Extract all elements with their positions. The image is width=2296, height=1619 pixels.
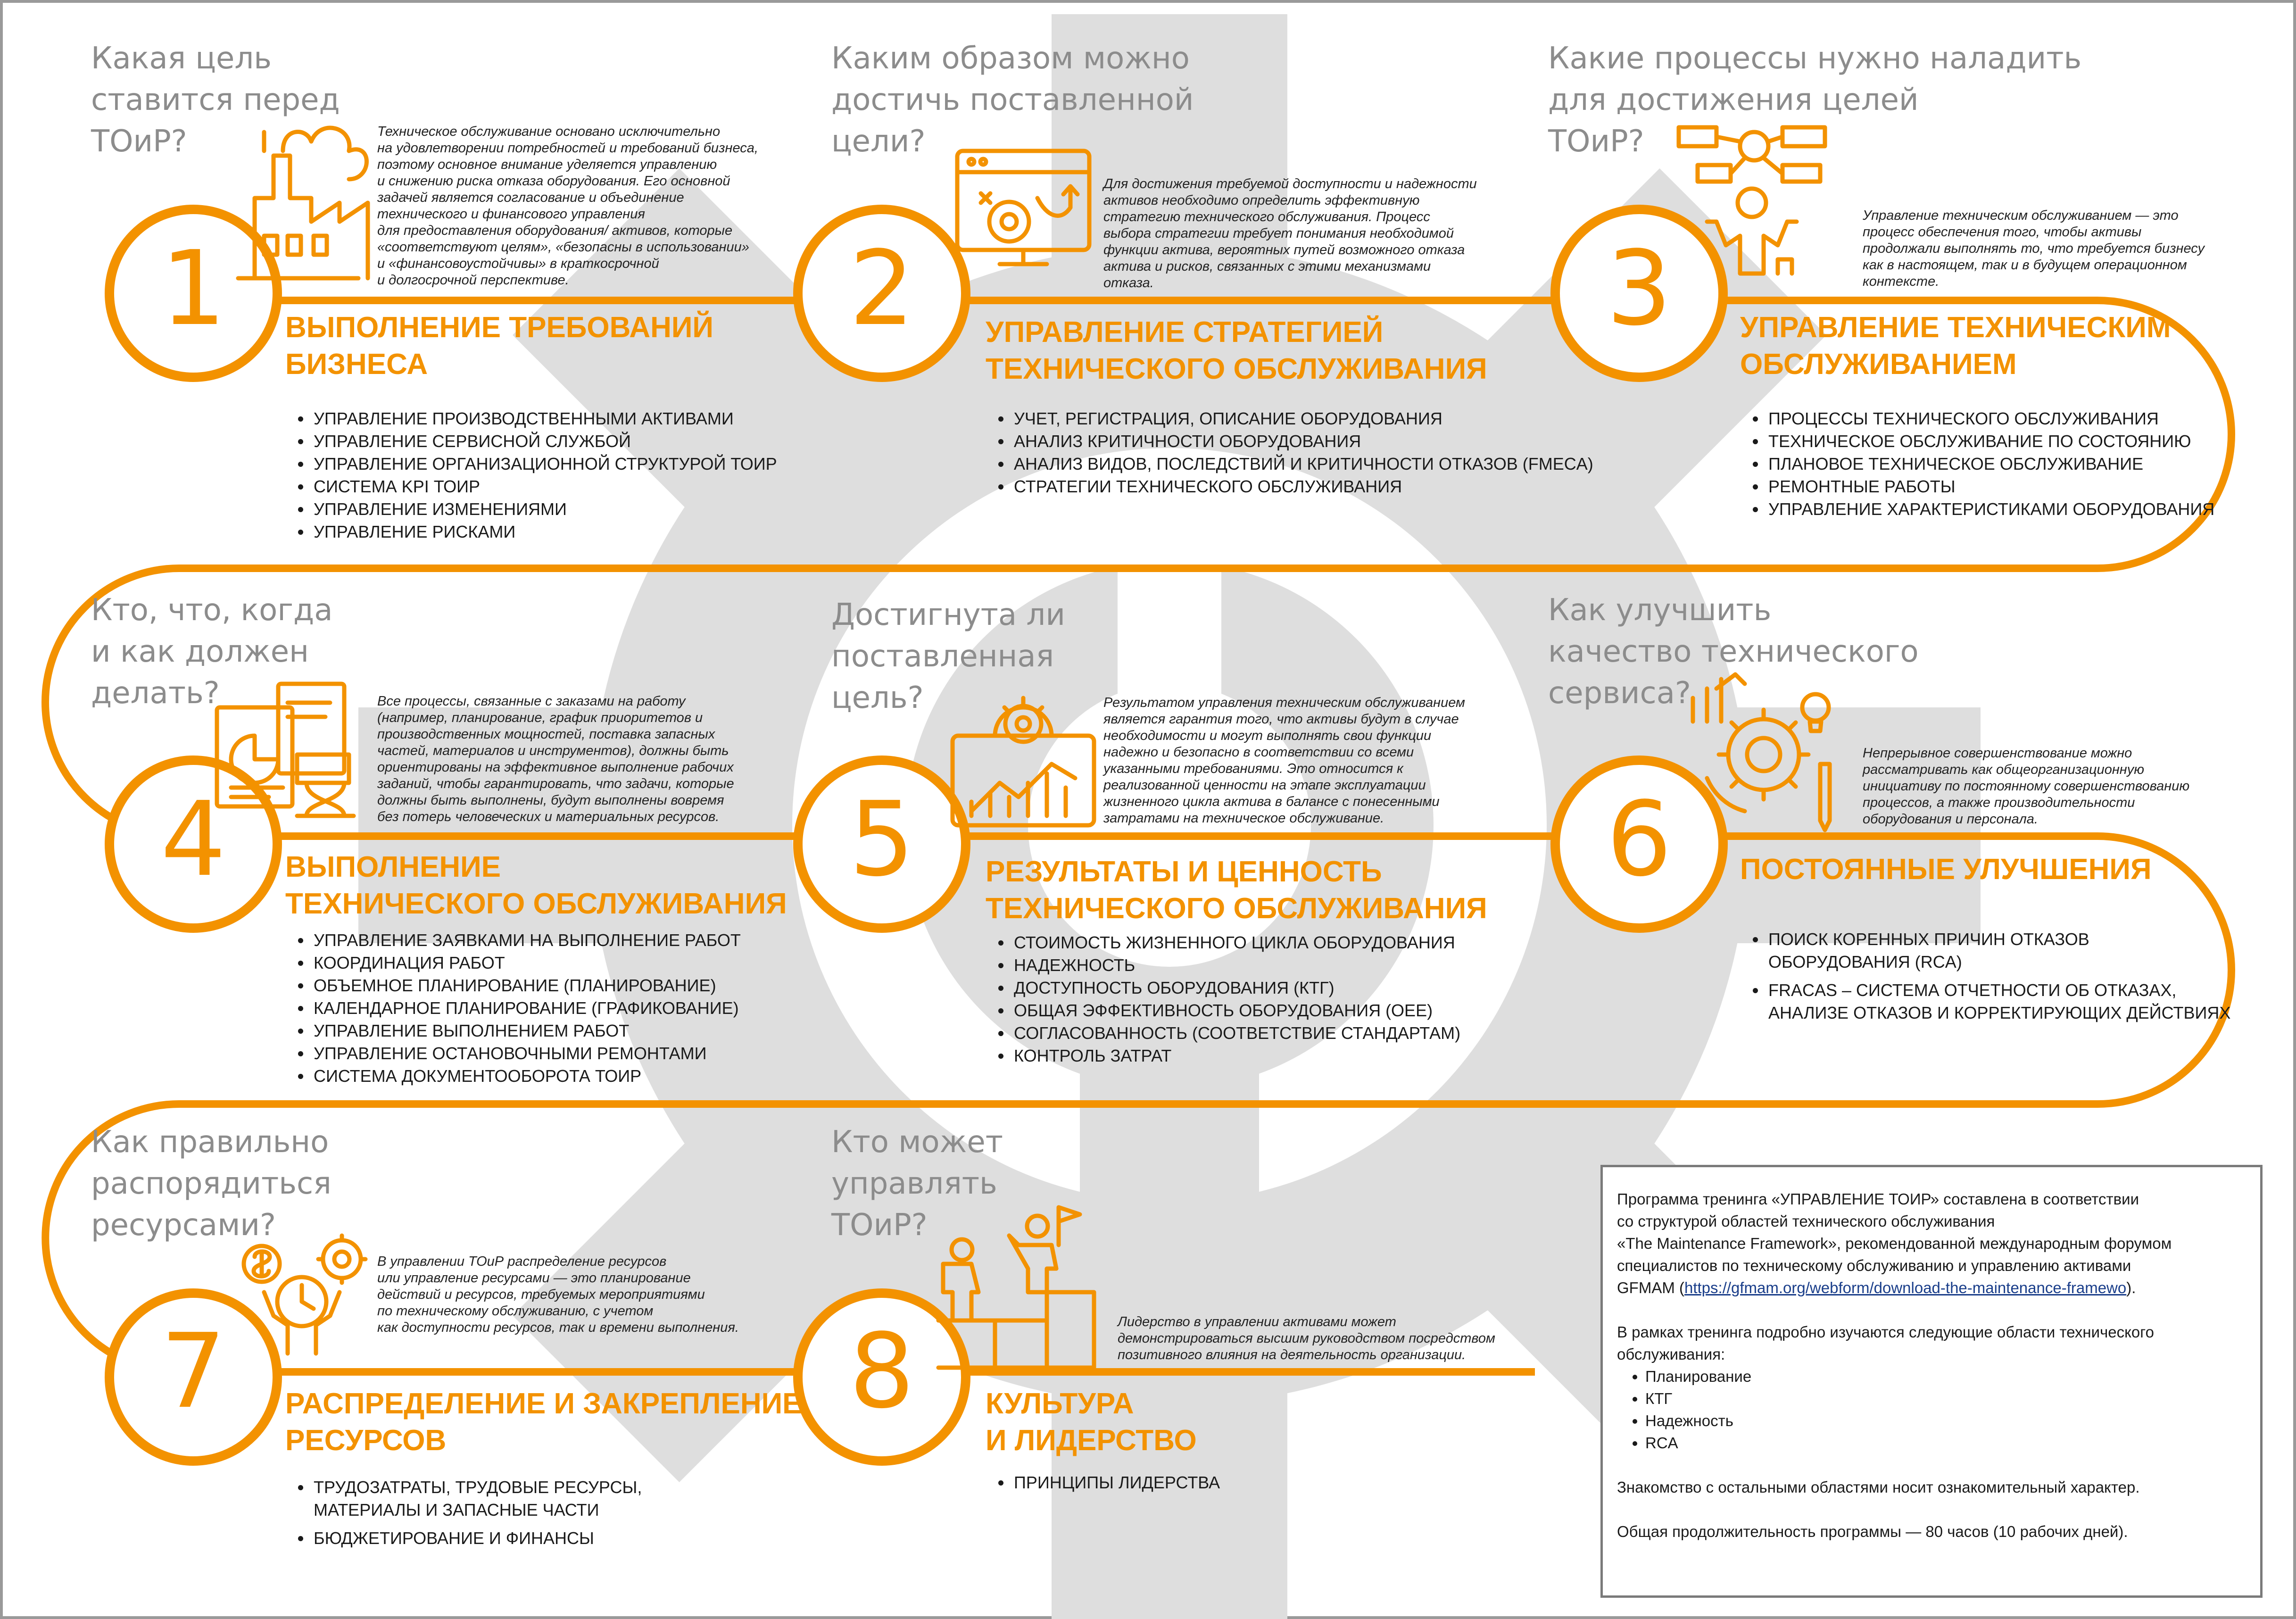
list-item: • СИСТЕМА KPI ТОИР <box>312 475 777 498</box>
item-list-8 <box>986 1471 1220 1494</box>
list-item: • ПРОЦЕССЫ ТЕХНИЧЕСКОГО ОБСЛУЖИВАНИЯ <box>1766 407 2214 430</box>
step-number-3: 3 <box>1606 229 1672 349</box>
item-list-6 <box>1740 928 2230 1030</box>
block-title-6: ПОСТОЯННЫЕ УЛУЧШЕНИЯ <box>1740 853 2152 886</box>
list-item: • FRACAS – СИСТЕМА ОТЧЕТНОСТИ ОБ ОТКАЗАХ, АНАЛИЗЕ ОТКАЗОВ И КОРРЕКТИРУЮЩИХ ДЕЙСТВИЯХ <box>1766 979 2230 1024</box>
list-item: • БЮДЖЕТИРОВАНИЕ И ФИНАНСЫ <box>312 1527 642 1550</box>
list-item: • ОБЩАЯ ЭФФЕКТИВНОСТЬ ОБОРУДОВАНИЯ (OEE) <box>1012 999 1460 1022</box>
question-8: Кто может управлять ТОиР? <box>831 1125 1003 1243</box>
list-item: • УЧЕТ, РЕГИСТРАЦИЯ, ОПИСАНИЕ ОБОРУДОВАНИЯ <box>1012 407 1593 430</box>
item-list-4 <box>285 929 741 1088</box>
item-list-5 <box>986 931 1460 1067</box>
description-7: В управлении ТОиР распределение ресурсов или управление ресурсами — это планирование действий и ресурсов, требуемых мероприятиями по техническому обслуживанию, с учетом как доступности ресурсов, так и времени выполнения. <box>377 1254 739 1335</box>
question-5: Достигнута ли поставленная цель? <box>831 598 1065 715</box>
step-number-6: 6 <box>1606 780 1672 899</box>
question-3: Какие процессы нужно наладить для достижения целей ТОиР? <box>1548 41 2082 159</box>
description-6: Непрерывное совершенствование можно рассматривать как общеорганизационную инициативу по постоянному совершенствованию процессов, а также производительности оборудования и персонала. <box>1863 746 2190 827</box>
list-item: • УПРАВЛЕНИЕ ПРОИЗВОДСТВЕННЫМИ АКТИВАМИ <box>312 407 777 430</box>
list-item: • УПРАВЛЕНИЕ РИСКАМИ <box>312 521 777 543</box>
step-number-4: 4 <box>160 780 226 899</box>
step-number-1: 1 <box>160 229 226 349</box>
list-item: • КАЛЕНДАРНОЕ ПЛАНИРОВАНИЕ (ГРАФИКОВАНИЕ) <box>312 997 741 1020</box>
strategy-board-icon <box>957 151 1089 264</box>
list-item: • УПРАВЛЕНИЕ ОСТАНОВОЧНЫМИ РЕМОНТАМИ <box>312 1042 741 1065</box>
question-2: Каким образом можно достичь поставленной цели? <box>831 41 1194 159</box>
list-item: • УПРАВЛЕНИЕ ОРГАНИЗАЦИОННОЙ СТРУКТУРОЙ ТОИР <box>312 453 777 475</box>
item-list-1 <box>285 407 777 543</box>
note-area-item: • КТГ <box>1645 1387 2249 1410</box>
block-title-3: УПРАВЛЕНИЕ ТЕХНИЧЕСКИМ ОБСЛУЖИВАНИЕМ <box>1740 311 2171 381</box>
list-item: • УПРАВЛЕНИЕ ВЫПОЛНЕНИЕМ РАБОТ <box>312 1020 741 1042</box>
block-title-5: РЕЗУЛЬТАТЫ И ЦЕННОСТЬ ТЕХНИЧЕСКОГО ОБСЛУЖИВАНИЯ <box>986 855 1487 925</box>
list-item: • АНАЛИЗ КРИТИЧНОСТИ ОБОРУДОВАНИЯ <box>1012 430 1593 453</box>
item-list-7 <box>285 1476 642 1550</box>
note-duration: Общая продолжительность программы — 80 часов (10 рабочих дней). <box>1617 1523 2128 1540</box>
list-item: • ОБЪЕМНОЕ ПЛАНИРОВАНИЕ (ПЛАНИРОВАНИЕ) <box>312 974 741 997</box>
list-item: • УПРАВЛЕНИЕ СЕРВИСНОЙ СЛУЖБОЙ <box>312 430 777 453</box>
list-item: • УПРАВЛЕНИЕ ХАРАКТЕРИСТИКАМИ ОБОРУДОВАНИЯ <box>1766 498 2214 521</box>
block-title-4: ВЫПОЛНЕНИЕ ТЕХНИЧЕСКОГО ОБСЛУЖИВАНИЯ <box>285 851 787 920</box>
list-item: • НАДЕЖНОСТЬ <box>1012 954 1460 977</box>
note-link-close: ). <box>2126 1279 2136 1296</box>
note-intro: Программа тренинга «УПРАВЛЕНИЕ ТОИР» составлена в соответствии со структурой областей технического обслуживания «The Maintenance Framework», рекомендованной международным форумом специалистов по техническому обслуживанию и управлению активами GFMAM ( <box>1617 1190 2172 1296</box>
note-areas-intro: В рамках тренинга подробно изучаются следующие области технического обслуживания: <box>1617 1323 2154 1363</box>
note-area-item: • Планирование <box>1645 1365 2249 1387</box>
description-1: Техническое обслуживание основано исключительно на удовлетворении потребностей и требований бизнеса, поэтому основное внимание уделяется управлению и снижению риска отказа оборудования. Его основной задачей является согласование и объединение технического и финансового управления для предоставления оборудования/ активов, которые «соответствуют целям», «безопасны в использовании» и «финансовоустойчивы» в краткосрочной и долгосрочной перспективе. <box>377 124 758 288</box>
block-title-8: КУЛЬТУРА И ЛИДЕРСТВО <box>986 1387 1197 1457</box>
step-number-8: 8 <box>849 1312 915 1431</box>
list-item: • СОГЛАСОВАННОСТЬ (СООТВЕТСТВИЕ СТАНДАРТАМ) <box>1012 1022 1460 1045</box>
list-item: • ПОИСК КОРЕННЫХ ПРИЧИН ОТКАЗОВ ОБОРУДОВАНИЯ (RCA) <box>1766 928 2230 973</box>
item-list-2 <box>986 407 1593 498</box>
list-item: • РЕМОНТНЫЕ РАБОТЫ <box>1766 475 2214 498</box>
description-4: Все процессы, связанные с заказами на работу (например, планирование, график приоритетов и производственных мощностей, поставка запасных частей, материалов и инструментов), должны быть ориентированы на эффективное выполнение рабочих заданий, чтобы гарантировать, что задачи, которые должны быть выполнены, будут выполнены вовремя без потерь человеческих и материальных ресурсов. <box>377 694 734 824</box>
list-item: • КООРДИНАЦИЯ РАБОТ <box>312 952 741 974</box>
list-item: • СИСТЕМА ДОКУМЕНТООБОРОТА ТОИР <box>312 1065 741 1088</box>
list-item: • СТОИМОСТЬ ЖИЗНЕННОГО ЦИКЛА ОБОРУДОВАНИЯ <box>1012 931 1460 954</box>
list-item: • ТЕХНИЧЕСКОЕ ОБСЛУЖИВАНИЕ ПО СОСТОЯНИЮ <box>1766 430 2214 453</box>
block-title-7: РАСПРЕДЕЛЕНИЕ И ЗАКРЕПЛЕНИЕ РЕСУРСОВ <box>285 1387 802 1457</box>
description-5: Результатом управления техническим обслуживанием является гарантия того, что активы будут в случае необходимости и могут выполнять свои функции надежно и безопасно в соответствии со всеми указанными требованиями. Это относится к реализованной ценности на этапе эксплуатации жизненного цикла актива в балансе с понесенными затратами на техническое обслуживание. <box>1103 695 1465 826</box>
program-note-box <box>1600 1165 2263 1598</box>
question-4: Кто, что, когда и как должен делать? <box>91 593 333 711</box>
list-item: • УПРАВЛЕНИЕ ЗАЯВКАМИ НА ВЫПОЛНЕНИЕ РАБОТ <box>312 929 741 952</box>
block-title-2: УПРАВЛЕНИЕ СТРАТЕГИЕЙ ТЕХНИЧЕСКОГО ОБСЛУЖИВАНИЯ <box>986 316 1487 385</box>
list-item: • ПЛАНОВОЕ ТЕХНИЧЕСКОЕ ОБСЛУЖИВАНИЕ <box>1766 453 2214 475</box>
note-area-item: • RCA <box>1645 1432 2249 1454</box>
list-item: • ПРИНЦИПЫ ЛИДЕРСТВА <box>1012 1471 1220 1494</box>
gfmam-link[interactable]: https://gfmam.org/webform/download-the-maintenance-framewo <box>1684 1279 2127 1296</box>
question-6: Как улучшить качество технического сервиса? <box>1548 593 1919 711</box>
list-item: • СТРАТЕГИИ ТЕХНИЧЕСКОГО ОБСЛУЖИВАНИЯ <box>1012 475 1593 498</box>
list-item: • УПРАВЛЕНИЕ ИЗМЕНЕНИЯМИ <box>312 498 777 521</box>
list-item: • АНАЛИЗ ВИДОВ, ПОСЛЕДСТВИЙ И КРИТИЧНОСТИ ОТКАЗОВ (FMECA) <box>1012 453 1593 475</box>
question-7: Как правильно распорядиться ресурсами? <box>91 1125 332 1243</box>
step-number-7: 7 <box>160 1312 226 1431</box>
question-1: Какая цель ставится перед ТОиР? <box>91 41 340 159</box>
list-item: • КОНТРОЛЬ ЗАТРАТ <box>1012 1045 1460 1067</box>
description-3: Управление техническим обслуживанием — это процесс обеспечения того, чтобы активы продолжали выполнять то, что требуется бизнесу как в настоящем, так и в будущем операционном контексте. <box>1863 208 2205 289</box>
description-8: Лидерство в управлении активами может демонстрироваться высшим руководством посредством позитивного влияния на деятельность организации. <box>1118 1314 1495 1362</box>
step-number-5: 5 <box>849 780 915 899</box>
item-list-3 <box>1740 407 2214 521</box>
step-number-2: 2 <box>849 229 915 349</box>
block-title-1: ВЫПОЛНЕНИЕ ТРЕБОВАНИЙ БИЗНЕСА <box>285 311 713 381</box>
note-areas-list <box>1617 1365 2249 1454</box>
note-other: Знакомство с остальными областями носит ознакомительный характер. <box>1617 1478 2140 1496</box>
list-item: • ТРУДОЗАТРАТЫ, ТРУДОВЫЕ РЕСУРСЫ, МАТЕРИАЛЫ И ЗАПАСНЫЕ ЧАСТИ <box>312 1476 642 1521</box>
note-area-item: • Надежность <box>1645 1410 2249 1432</box>
list-item: • ДОСТУПНОСТЬ ОБОРУДОВАНИЯ (КТГ) <box>1012 977 1460 999</box>
description-2: Для достижения требуемой доступности и надежности активов необходимо определить эффективную стратегию технического обслуживания. Процесс выбора стратегии требует понимания необходимой функции актива, вероятных путей возможного отказа актива и рисков, связанных с этими механизмами отказа. <box>1103 176 1477 291</box>
